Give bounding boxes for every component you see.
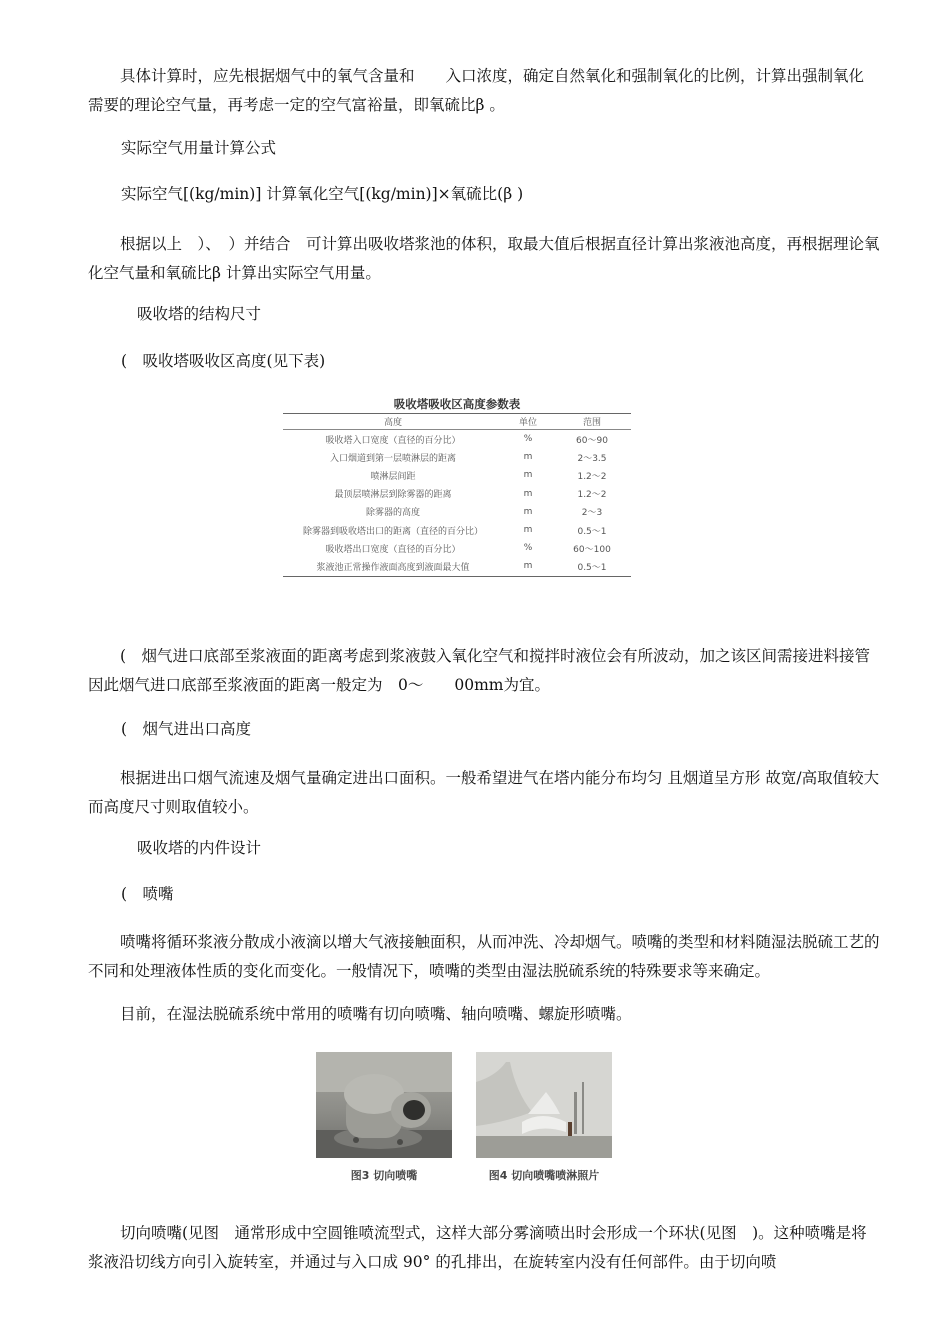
cell-item: 除雾器到吸收塔出口的距离（直径的百分比） [302,526,483,537]
paragraph-slurry-pool: 根据以上 ）、 ）并结合 可计算出吸收塔浆池的体积，取最大值后根据直径计算出浆液池高度，再根据理论氧化空气量和氧硫比β 计算出实际空气用量。 [88,235,880,282]
cell-unit: m [523,525,533,536]
figure-3 [316,1052,452,1183]
formula-line: 实际空气[(kg/min)] 计算氧化空气[(kg/min)]×氧硫比(β ) [121,185,524,203]
paragraph-oxidation-calc: 具体计算时，应先根据烟气中的氧气含量和 入口浓度，确定自然氧化和强制氧化的比例，计算出强制氧化 需要的理论空气量，再考虑一定的空气富裕量，即氧硫比β 。 [88,67,896,114]
cell-item: 浆液池正常操作液面高度到液面最大值 [283,557,503,576]
col-range: 范围 [553,414,631,430]
cell-unit: % [523,543,533,554]
table-row [283,430,631,449]
paragraph-inlet-distance: ( 烟气进口底部至浆液面的距离考虑到浆液鼓入氧化空气和搅拌时液位会有所波动，加之该区间需接进料接管 因此烟气进口底部至浆液面的距离一般定为 0～ 00mm为宜。 [88,647,871,694]
heading-air-formula: 实际空气用量计算公式 [121,139,277,157]
parameter-table [283,413,631,577]
cell-item: 入口烟道到第一层喷淋层的距离 [329,453,456,464]
figure-4-caption: 图4 切向喷嘴喷淋照片 [488,1169,600,1182]
cell-range: 2～3.5 [577,453,607,464]
cell-range: 60～100 [573,544,611,555]
spray-photo [476,1052,612,1158]
cell-item: 吸收塔入口宽度（直径的百分比） [325,435,461,446]
figure-4 [476,1052,612,1183]
cell-item: 吸收塔出口宽度（直径的百分比） [325,544,461,555]
paragraph-tangential-nozzle: 切向喷嘴(见图 通常形成中空圆锥喷流型式，这样大部分雾滴喷出时会形成一个环状(见图 )。这种喷嘴是将浆液沿切线方向引入旋转室，并通过与入口成 90° 的孔排出，在旋转室内没有任何部件。由于切向喷 [88,1224,867,1271]
table-row [283,503,631,521]
absorption-height-table [283,395,631,585]
table-row [283,466,631,484]
cell-unit: m [523,470,533,481]
cell-range: 1.2～2 [577,471,607,482]
cell-range: 60～90 [576,435,608,446]
cell-item: 最顶层喷淋层到除雾器的距离 [334,490,452,501]
heading-structure-size: 吸收塔的结构尺寸 [137,305,262,323]
cell-unit: m [523,488,533,499]
cell-range: 0.5～1 [577,526,607,537]
tangential-nozzle-photo [316,1052,452,1158]
cell-item: 除雾器的高度 [365,508,420,519]
cell-unit: m [523,452,533,463]
cell-unit: % [523,434,533,445]
col-unit: 单位 [503,414,553,430]
paragraph-inlet-outlet-area: 根据进出口烟气流速及烟气量确定进出口面积。一般希望进气在塔内能分布均匀 且烟道呈方形 故宽/高取值较大 而高度尺寸则取值较小。 [88,769,880,816]
table-row [283,521,631,539]
heading-internal-design: 吸收塔的内件设计 [137,839,262,857]
table-row [283,539,631,557]
cell-unit: m [523,506,533,517]
table-row [283,485,631,503]
heading-absorption-height: ( 吸收塔吸收区高度(见下表) [121,352,326,370]
cell-range: 0.5～1 [553,557,631,576]
table-title: 吸收塔吸收区高度参数表 [393,397,521,411]
cell-item: 喷淋层间距 [370,471,416,482]
col-height: 高度 [283,414,503,430]
table-row [283,448,631,466]
paragraph-nozzle-types: 目前，在湿法脱硫系统中常用的喷嘴有切向喷嘴、轴向喷嘴、螺旋形喷嘴。 [120,1005,632,1023]
heading-nozzle: ( 喷嘴 [121,885,174,903]
cell-range: 1.2～2 [577,490,607,501]
paragraph-nozzle-function: 喷嘴将循环浆液分散成小液滴以增大气液接触面积，从而冲洗、冷却烟气。喷嘴的类型和材料随湿法脱硫工艺的不同和处理液体性质的变化而变化。一般情况下，喷嘴的类型由湿法脱硫系统的特殊要求等来确定。 [88,933,880,980]
figure-3-caption: 图3 切向喷嘴 [350,1169,418,1182]
table-row [283,557,631,576]
cell-range: 2～3 [581,508,603,519]
heading-inlet-outlet-height: ( 烟气进出口高度 [121,720,252,738]
cell-unit: m [503,557,553,576]
